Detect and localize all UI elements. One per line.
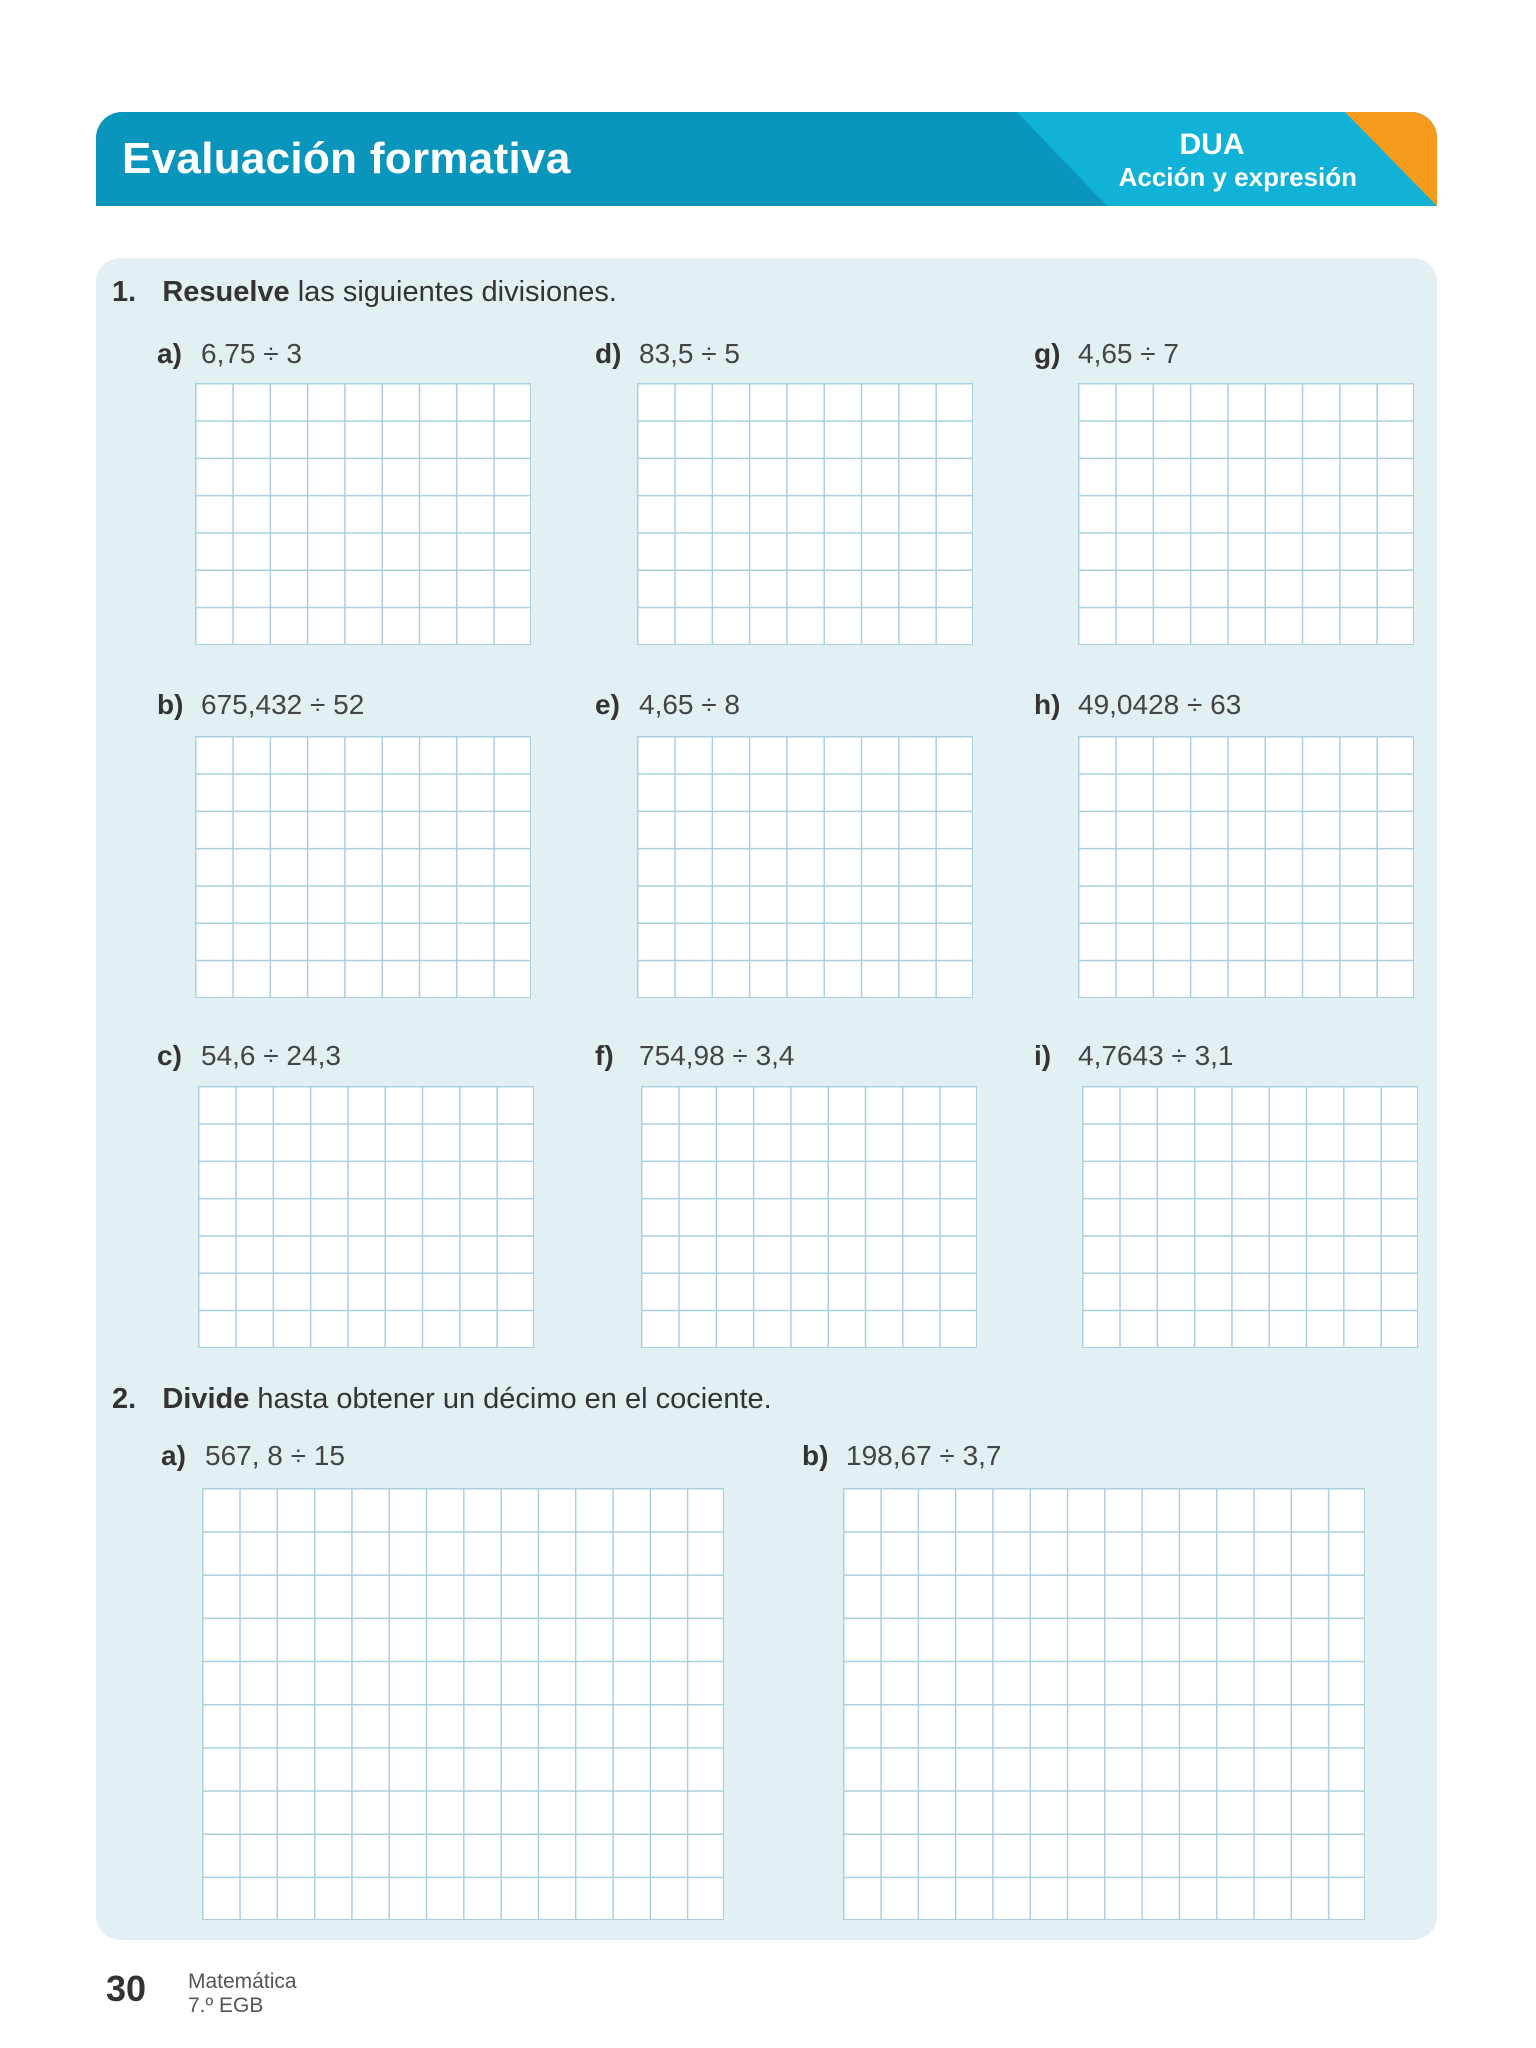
exercise-letter: i) — [1034, 1040, 1052, 1071]
exercise-letter: a) — [157, 338, 182, 369]
exercise-letter: c) — [157, 1040, 182, 1071]
answer-grid-1e[interactable] — [637, 736, 973, 998]
exercise-letter: h) — [1034, 689, 1061, 720]
footer-grade: 7.º EGB — [188, 1994, 264, 2017]
exercise-letter: g) — [1034, 338, 1061, 369]
answer-grid-1i[interactable] — [1082, 1086, 1418, 1348]
exercise-letter: b) — [157, 689, 184, 720]
answer-grid-1c[interactable] — [198, 1086, 534, 1348]
answer-grid-2b[interactable] — [843, 1488, 1365, 1920]
answer-grid-1h[interactable] — [1078, 736, 1414, 998]
exercise-letter: a) — [161, 1440, 186, 1471]
exercise-expression: 54,6 ÷ 24,3 — [201, 1040, 341, 1071]
question-1-verb: Resuelve — [162, 276, 290, 308]
question-1-text: las siguientes divisiones. — [289, 276, 617, 308]
exercise-expression: 83,5 ÷ 5 — [639, 338, 740, 369]
question-2 — [112, 1383, 772, 1416]
footer-subject: Matemática — [188, 1970, 297, 1993]
page-number: 30 — [106, 1968, 147, 2009]
answer-grid-2a[interactable] — [202, 1488, 724, 1920]
answer-grid-1f[interactable] — [641, 1086, 977, 1348]
exercise-expression: 754,98 ÷ 3,4 — [639, 1040, 795, 1071]
exercise-letter: e) — [595, 689, 620, 720]
answer-grid-1d[interactable] — [637, 383, 973, 645]
exercise-letter: f) — [595, 1040, 614, 1071]
exercise-expression: 4,7643 ÷ 3,1 — [1078, 1040, 1234, 1071]
exercise-expression: 198,67 ÷ 3,7 — [846, 1440, 1002, 1471]
exercise-expression: 49,0428 ÷ 63 — [1078, 689, 1242, 720]
dua-subtitle: Acción y expresión — [1118, 162, 1357, 192]
exercise-expression: 675,432 ÷ 52 — [201, 689, 365, 720]
exercise-expression: 4,65 ÷ 8 — [639, 689, 740, 720]
exercise-expression: 567, 8 ÷ 15 — [205, 1440, 345, 1471]
section-header — [96, 112, 1437, 206]
exercise-expression: 4,65 ÷ 7 — [1078, 338, 1179, 369]
exercise-expression: 6,75 ÷ 3 — [201, 338, 302, 369]
answer-grid-1a[interactable] — [195, 383, 531, 645]
answer-grid-1b[interactable] — [195, 736, 531, 998]
question-2-text: hasta obtener un décimo en el cociente. — [249, 1383, 772, 1415]
question-2-number: 2. — [112, 1383, 137, 1415]
dua-title: DUA — [1179, 128, 1245, 161]
question-2-verb: Divide — [162, 1383, 250, 1415]
answer-grid-1g[interactable] — [1078, 383, 1414, 645]
section-title: Evaluación formativa — [122, 134, 571, 183]
question-1 — [112, 276, 617, 309]
exercise-letter: b) — [802, 1440, 829, 1471]
exercise-letter: d) — [595, 338, 622, 369]
question-1-number: 1. — [112, 276, 137, 308]
